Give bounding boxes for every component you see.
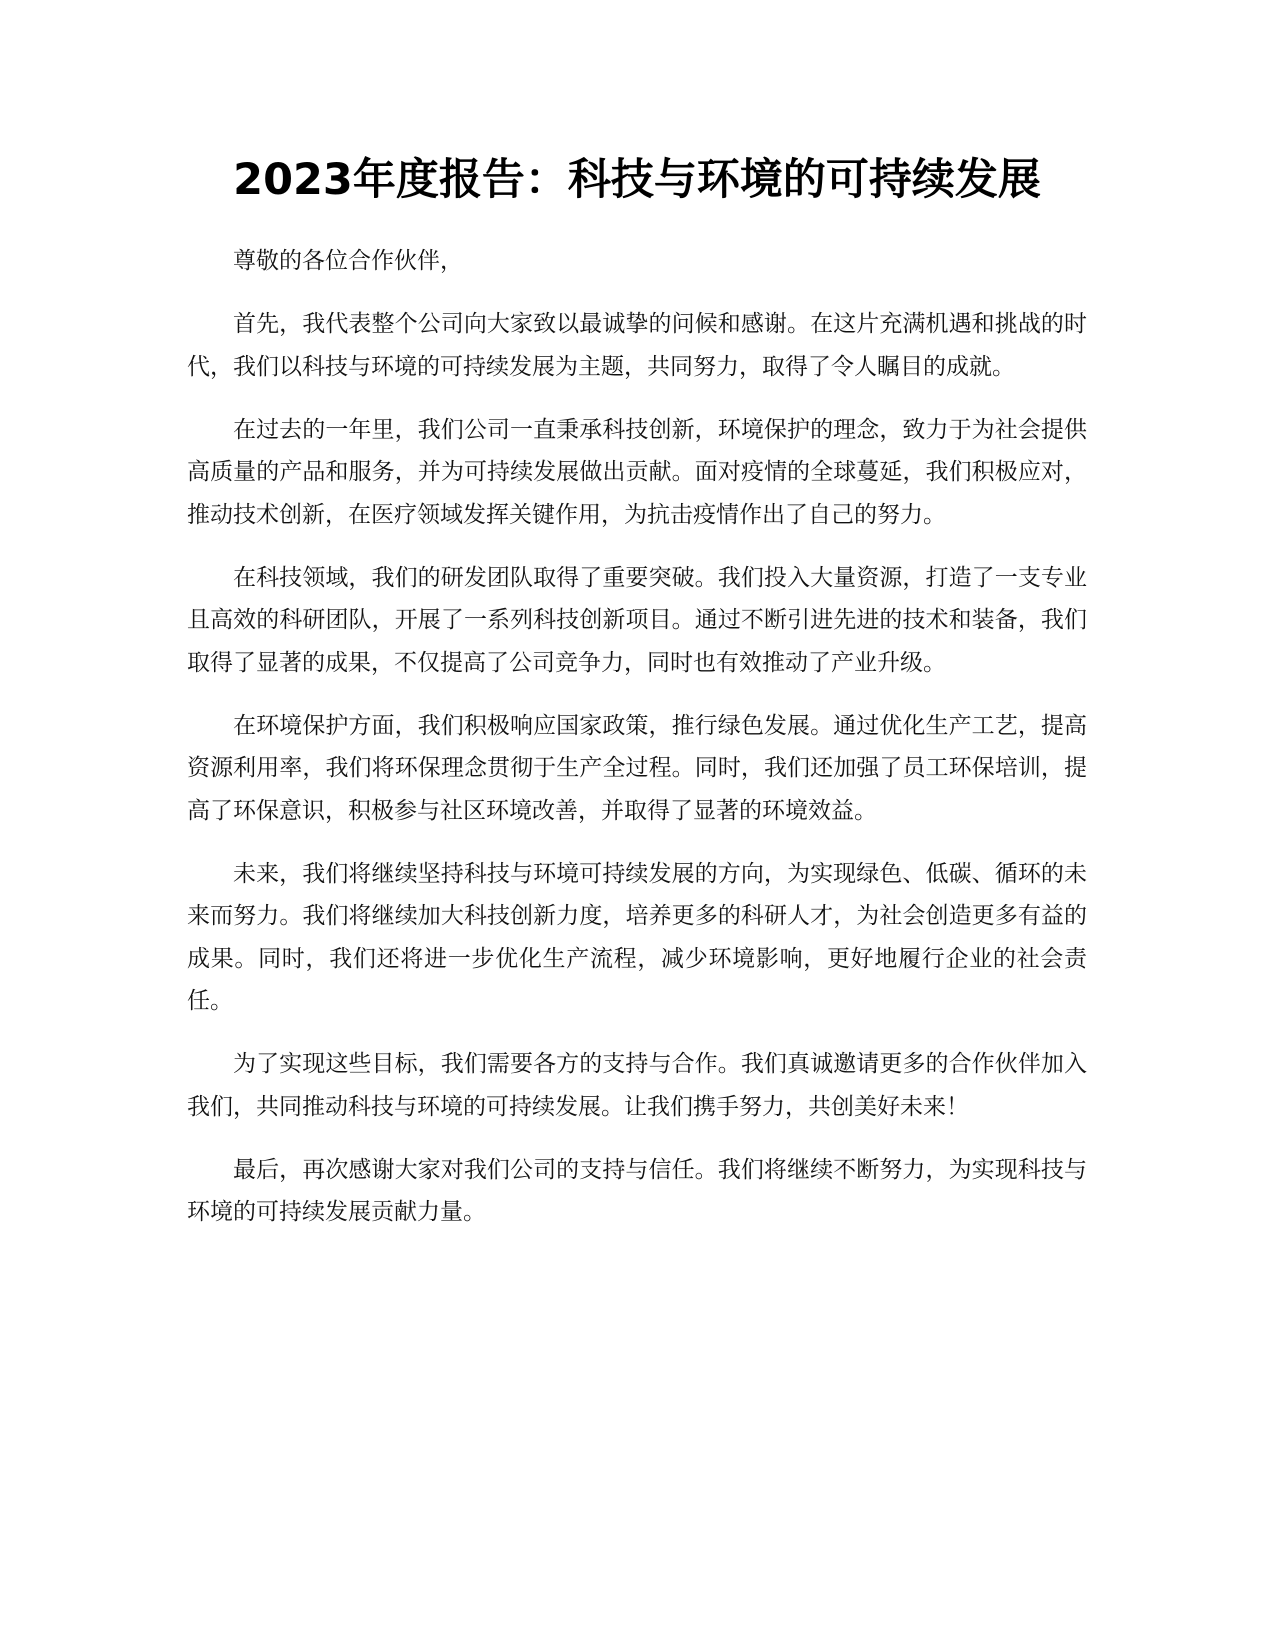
paragraph-future: 未来，我们将继续坚持科技与环境可持续发展的方向，为实现绿色、低碳、循环的未来而努力。我们将继续加大科技创新力度，培养更多的科研人才，为社会创造更多有益的成果。同时，我们还将进一步优化生产流程，减少环境影响，更好地履行企业的社会责任。: [187, 860, 1087, 1014]
paragraph-cooperation: 为了实现这些目标，我们需要各方的支持与合作。我们真诚邀请更多的合作伙伴加入我们，共同推动科技与环境的可持续发展。让我们携手努力，共创美好未来！: [187, 1051, 1087, 1120]
paragraph-past-year: 在过去的一年里，我们公司一直秉承科技创新，环境保护的理念，致力于为社会提供高质量的产品和服务，并为可持续发展做出贡献。面对疫情的全球蔓延，我们积极应对，推动技术创新，在医疗领域发挥关键作用，为抗击疫情作出了自己的努力。: [187, 416, 1087, 528]
paragraph-technology: 在科技领域，我们的研发团队取得了重要突破。我们投入大量资源，打造了一支专业且高效的科研团队，开展了一系列科技创新项目。通过不断引进先进的技术和装备，我们取得了显著的成果，不仅提高了公司竞争力，同时也有效推动了产业升级。: [187, 564, 1087, 676]
paragraph-environment: 在环境保护方面，我们积极响应国家政策，推行绿色发展。通过优化生产工艺，提高资源利用率，我们将环保理念贯彻于生产全过程。同时，我们还加强了员工环保培训，提高了环保意识，积极参与社区环境改善，并取得了显著的环境效益。: [187, 712, 1087, 824]
paragraph-greeting: 首先，我代表整个公司向大家致以最诚挚的问候和感谢。在这片充满机遇和挑战的时代，我们以科技与环境的可持续发展为主题，共同努力，取得了令人瞩目的成就。: [187, 311, 1087, 380]
document-body: [187, 240, 1087, 1254]
paragraph-closing: 最后，再次感谢大家对我们公司的支持与信任。我们将继续不断努力，为实现科技与环境的可持续发展贡献力量。: [187, 1156, 1087, 1225]
document-title: 2023年度报告：科技与环境的可持续发展: [233, 155, 1041, 205]
salutation: 尊敬的各位合作伙伴，: [233, 248, 463, 274]
